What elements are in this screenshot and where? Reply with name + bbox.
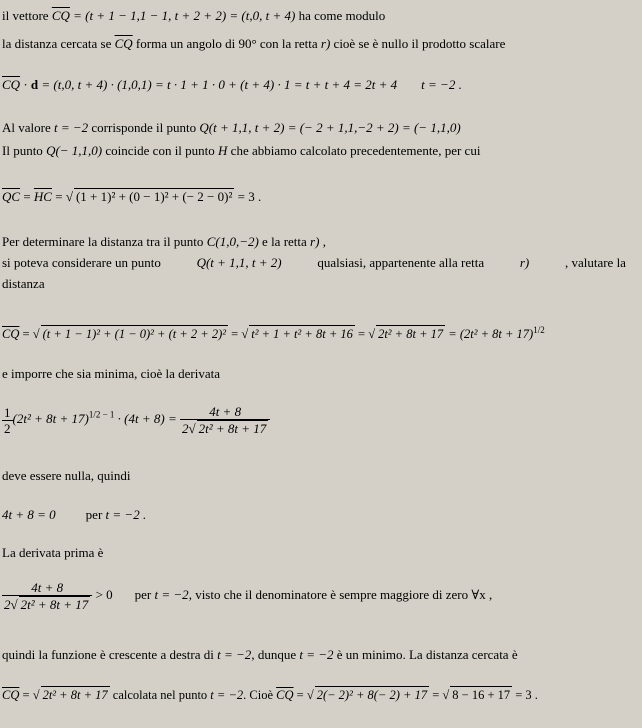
text: quindi la funzione è crescente a destra di xyxy=(2,647,218,662)
line-distanza xyxy=(2,276,45,292)
text: Al valore xyxy=(2,120,54,135)
line-determine-distance xyxy=(2,234,326,250)
result: t = −2 . xyxy=(105,507,147,522)
formula: Q(t + 1,1, t + 2) xyxy=(196,255,282,270)
sqrt-icon xyxy=(33,327,40,341)
line-derivative-positive xyxy=(2,580,492,612)
text: deve essere nulla, quindi xyxy=(2,468,131,483)
sqrt-icon xyxy=(368,327,375,341)
sqrt-icon xyxy=(66,189,73,204)
fraction-derivative xyxy=(2,580,92,612)
radicand: (1 + 1)² + (0 − 1)² + (− 2 − 0)² xyxy=(75,189,233,204)
text: e imporre che sia minima, cioè la derivata xyxy=(2,366,221,381)
eq: = xyxy=(293,688,307,702)
formula: t = −2 xyxy=(53,120,89,135)
formula: t = −2 xyxy=(217,647,252,662)
text: , valutare la xyxy=(564,255,626,270)
line-must-be-zero xyxy=(2,468,131,484)
line-vector-cq xyxy=(2,8,385,24)
line-distance-condition xyxy=(2,36,505,52)
text: qualsiasi, appartenente alla retta xyxy=(317,255,485,270)
power-base: (2t² + 8t + 17) xyxy=(12,410,89,426)
formula: · (4t + 8) = xyxy=(114,410,180,426)
line-increasing xyxy=(2,647,518,663)
line-scalar-product xyxy=(2,77,462,93)
vector-d: d xyxy=(30,77,39,92)
formula: t = −2 xyxy=(210,688,244,702)
text: per xyxy=(85,507,106,522)
vector-cq: $\overline{CQ}$ xyxy=(114,36,133,51)
text: cioè se è nullo il prodotto scalare xyxy=(330,36,506,51)
result: t = −2 . xyxy=(421,77,462,92)
formula: t = −2 xyxy=(154,586,189,602)
vector-cq: $\overline{CQ}$ xyxy=(2,327,20,342)
eq: = xyxy=(19,688,33,702)
eq: = xyxy=(228,327,242,342)
formula: Q(t + 1,1, t + 2) = (− 2 + 1,1,−2 + 2) = (− 1,1,0) xyxy=(199,120,461,135)
eq: = xyxy=(19,327,33,342)
fraction-derivative xyxy=(180,404,270,436)
line-impose-minimum xyxy=(2,366,220,382)
vector-cq: $\overline{CQ}$ xyxy=(2,688,20,702)
text: e la retta xyxy=(258,234,311,249)
numerator: 4t + 8 xyxy=(2,580,92,596)
text: Il punto xyxy=(2,143,47,158)
line-r: r) xyxy=(320,36,331,51)
text: per xyxy=(134,586,155,602)
vector-cq: $\overline{CQ}$ xyxy=(2,77,21,92)
radicand: (t + 1 − 1)² + (1 − 0)² + (t + 2 + 2)² xyxy=(42,327,227,342)
exponent: 1/2 xyxy=(533,325,545,335)
denominator xyxy=(2,596,92,612)
formula: = (t,0, t + 4) · (1,0,1) = t · 1 + 1 · 0 + (t + 4) · 1 = t + t + 4 = 2t + 4 xyxy=(38,77,398,92)
text: , xyxy=(319,234,326,249)
numerator: 4t + 8 xyxy=(180,404,270,420)
sqrt-icon xyxy=(11,597,18,612)
text: distanza xyxy=(2,276,45,291)
text: . Cioè xyxy=(243,688,277,702)
eq: = xyxy=(51,189,66,204)
text: , visto che il denominatore è sempre maggiore di zero ∀x , xyxy=(188,586,493,602)
radicand: 2(− 2)² + 8(− 2) + 17 xyxy=(316,688,428,702)
radicand: t² + 1 + t² + 8t + 16 xyxy=(251,327,353,342)
text: La derivata prima è xyxy=(2,545,104,560)
text: ha come modulo xyxy=(295,8,386,23)
text: coincide con il punto xyxy=(102,143,219,158)
line-qc-hc xyxy=(2,188,261,205)
sqrt-icon xyxy=(188,421,195,436)
result: = 3 . xyxy=(234,189,262,204)
text: forma un angolo di 90° con la retta xyxy=(132,36,321,51)
radicand: 2t² + 8t + 17 xyxy=(20,597,89,612)
fraction-half xyxy=(2,405,13,436)
text: si poteva considerare un punto xyxy=(2,255,161,270)
radicand: 2t² + 8t + 17 xyxy=(198,421,267,436)
radicand: 8 − 16 + 17 xyxy=(452,688,511,702)
formula: t = −2 xyxy=(299,647,334,662)
segment-qc: $\overline{QC}$ xyxy=(2,189,21,204)
text: che abbiamo calcolato precedentemente, per cui xyxy=(227,143,481,158)
formula: C(1,0,−2) xyxy=(206,234,259,249)
exponent: 1/2 − 1 xyxy=(88,409,115,420)
inequality: > 0 xyxy=(92,586,113,602)
line-point-value xyxy=(2,120,461,136)
line-final-distance xyxy=(2,686,538,703)
dot: · xyxy=(20,77,31,92)
line-solve xyxy=(2,507,146,523)
formula: Q(− 1,1,0) xyxy=(46,143,103,158)
line-r: r) xyxy=(519,255,530,270)
sqrt-icon xyxy=(307,688,314,702)
sqrt-icon xyxy=(241,327,248,341)
eq: = xyxy=(354,327,369,342)
coef: 2 xyxy=(4,597,11,612)
radicand: 2t² + 8t + 17 xyxy=(378,327,444,342)
text: calcolata nel punto xyxy=(109,688,211,702)
sqrt-icon xyxy=(33,688,40,702)
line-derivative xyxy=(2,404,270,436)
text: corrisponde il punto xyxy=(88,120,200,135)
equation: 4t + 8 = 0 xyxy=(2,507,56,522)
result: = 3 . xyxy=(512,688,538,702)
vector-cq: $\overline{CQ}$ xyxy=(51,8,70,23)
denominator: 2 xyxy=(4,420,11,436)
denominator xyxy=(180,420,270,436)
text: Per determinare la distanza tra il punto xyxy=(2,234,207,249)
point-h: H xyxy=(218,143,228,158)
line-consider-point xyxy=(2,255,626,271)
text: la distanza cercata se xyxy=(2,36,115,51)
text: è un minimo. La distanza cercata è xyxy=(333,647,518,662)
line-cq-formula xyxy=(2,322,545,342)
eq: = xyxy=(20,189,34,204)
eq: = xyxy=(429,688,443,702)
vector-cq: $\overline{CQ}$ xyxy=(276,688,294,702)
line-r: r) xyxy=(310,234,320,249)
numerator: 1 xyxy=(4,404,11,420)
segment-hc: $\overline{HC}$ xyxy=(33,189,52,204)
power-base: = (2t² + 8t + 17) xyxy=(445,327,534,342)
text: , dunque xyxy=(251,647,300,662)
text: il vettore xyxy=(2,8,52,23)
sqrt-icon xyxy=(442,688,449,702)
line-point-coincide xyxy=(2,143,480,159)
coef: 2 xyxy=(181,421,189,436)
line-first-derivative xyxy=(2,545,103,561)
formula: = (t + 1 − 1,1 − 1, t + 2 + 2) = (t,0, t + 4) xyxy=(69,8,296,23)
radicand: 2t² + 8t + 17 xyxy=(42,688,108,702)
